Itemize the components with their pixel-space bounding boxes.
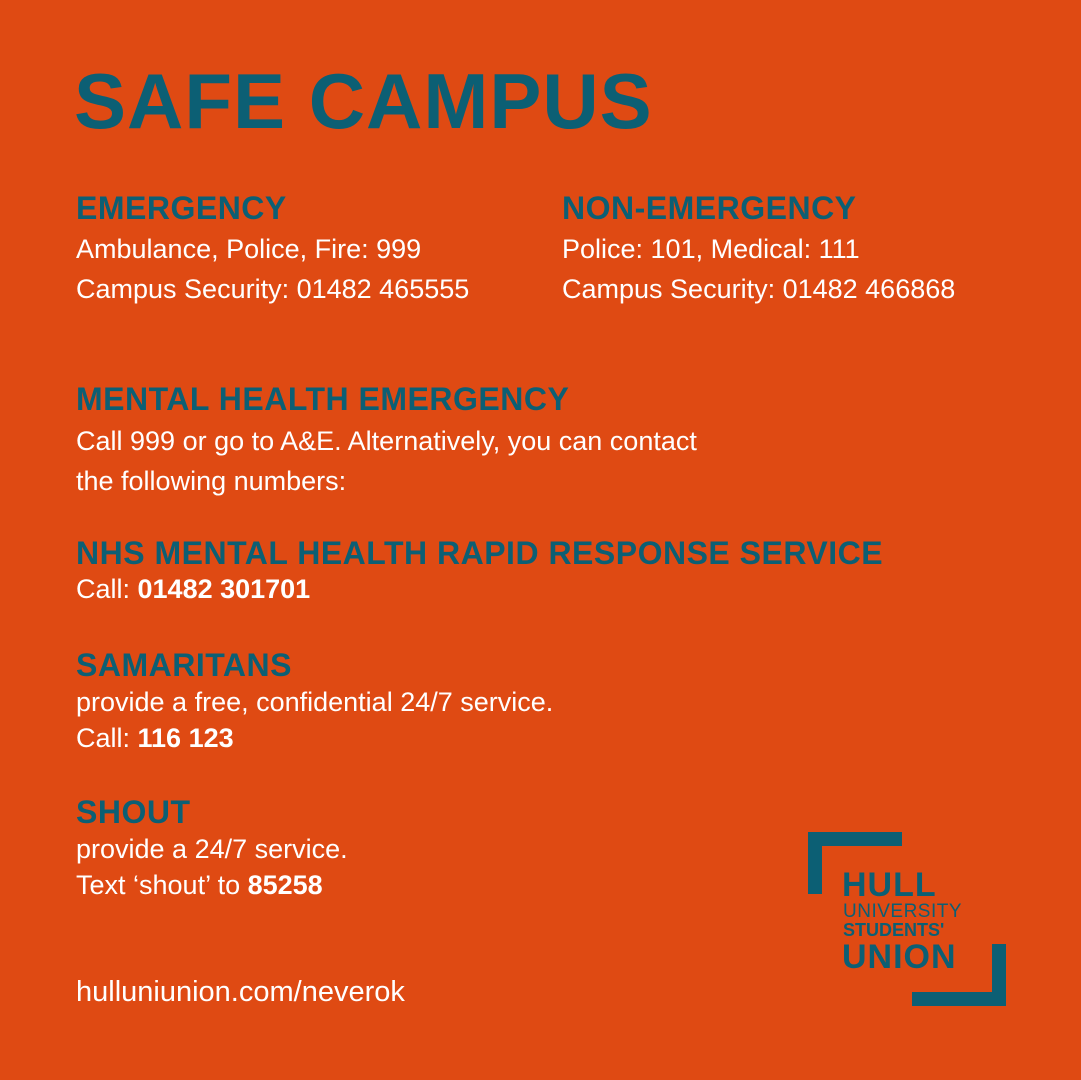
nhs-heading: NHS MENTAL HEALTH RAPID RESPONSE SERVICE (76, 535, 884, 571)
samaritans-heading: SAMARITANS (76, 647, 292, 683)
samaritans-description: provide a free, confidential 24/7 service. (76, 687, 554, 717)
logo-text-hull: HULL (842, 866, 937, 904)
samaritans-call-line (76, 718, 234, 758)
emergency-line-1: Ambulance, Police, Fire: 999 (76, 234, 422, 264)
logo-text-students: STUDENTS' (843, 920, 945, 940)
nhs-phone-number: 01482 301701 (137, 574, 311, 604)
nhs-call-prefix: Call: (76, 574, 138, 604)
non-emergency-line-2: Campus Security: 01482 466868 (562, 274, 956, 304)
shout-text-number: 85258 (247, 870, 323, 900)
mental-health-heading: MENTAL HEALTH EMERGENCY (76, 381, 570, 417)
logo-bracket-top (808, 832, 902, 846)
logo-bracket-left (808, 832, 822, 894)
emergency-line-2: Campus Security: 01482 465555 (76, 274, 470, 304)
shout-text-line (76, 865, 323, 905)
samaritans-call-prefix: Call: (76, 723, 138, 753)
emergency-heading: EMERGENCY (76, 190, 287, 226)
non-emergency-line-1: Police: 101, Medical: 111 (562, 234, 860, 264)
nhs-call-line (76, 569, 310, 609)
mental-health-line-1: Call 999 or go to A&E. Alternatively, you can contact (76, 426, 697, 456)
mental-health-line-2: the following numbers: (76, 466, 347, 496)
page-title: SAFE CAMPUS (74, 57, 653, 145)
shout-description: provide a 24/7 service. (76, 834, 348, 864)
samaritans-phone-number: 116 123 (137, 723, 234, 753)
logo-bracket-bottom (912, 992, 1006, 1006)
shout-text-prefix: Text ‘shout’ to (76, 870, 248, 900)
website-url: hulluniunion.com/neverok (76, 976, 405, 1008)
shout-heading: SHOUT (76, 794, 191, 830)
hull-students-union-logo (808, 832, 1008, 1008)
logo-text-university: UNIVERSITY (843, 901, 963, 922)
logo-text-union: UNION (842, 938, 957, 976)
non-emergency-heading: NON-EMERGENCY (562, 190, 857, 226)
